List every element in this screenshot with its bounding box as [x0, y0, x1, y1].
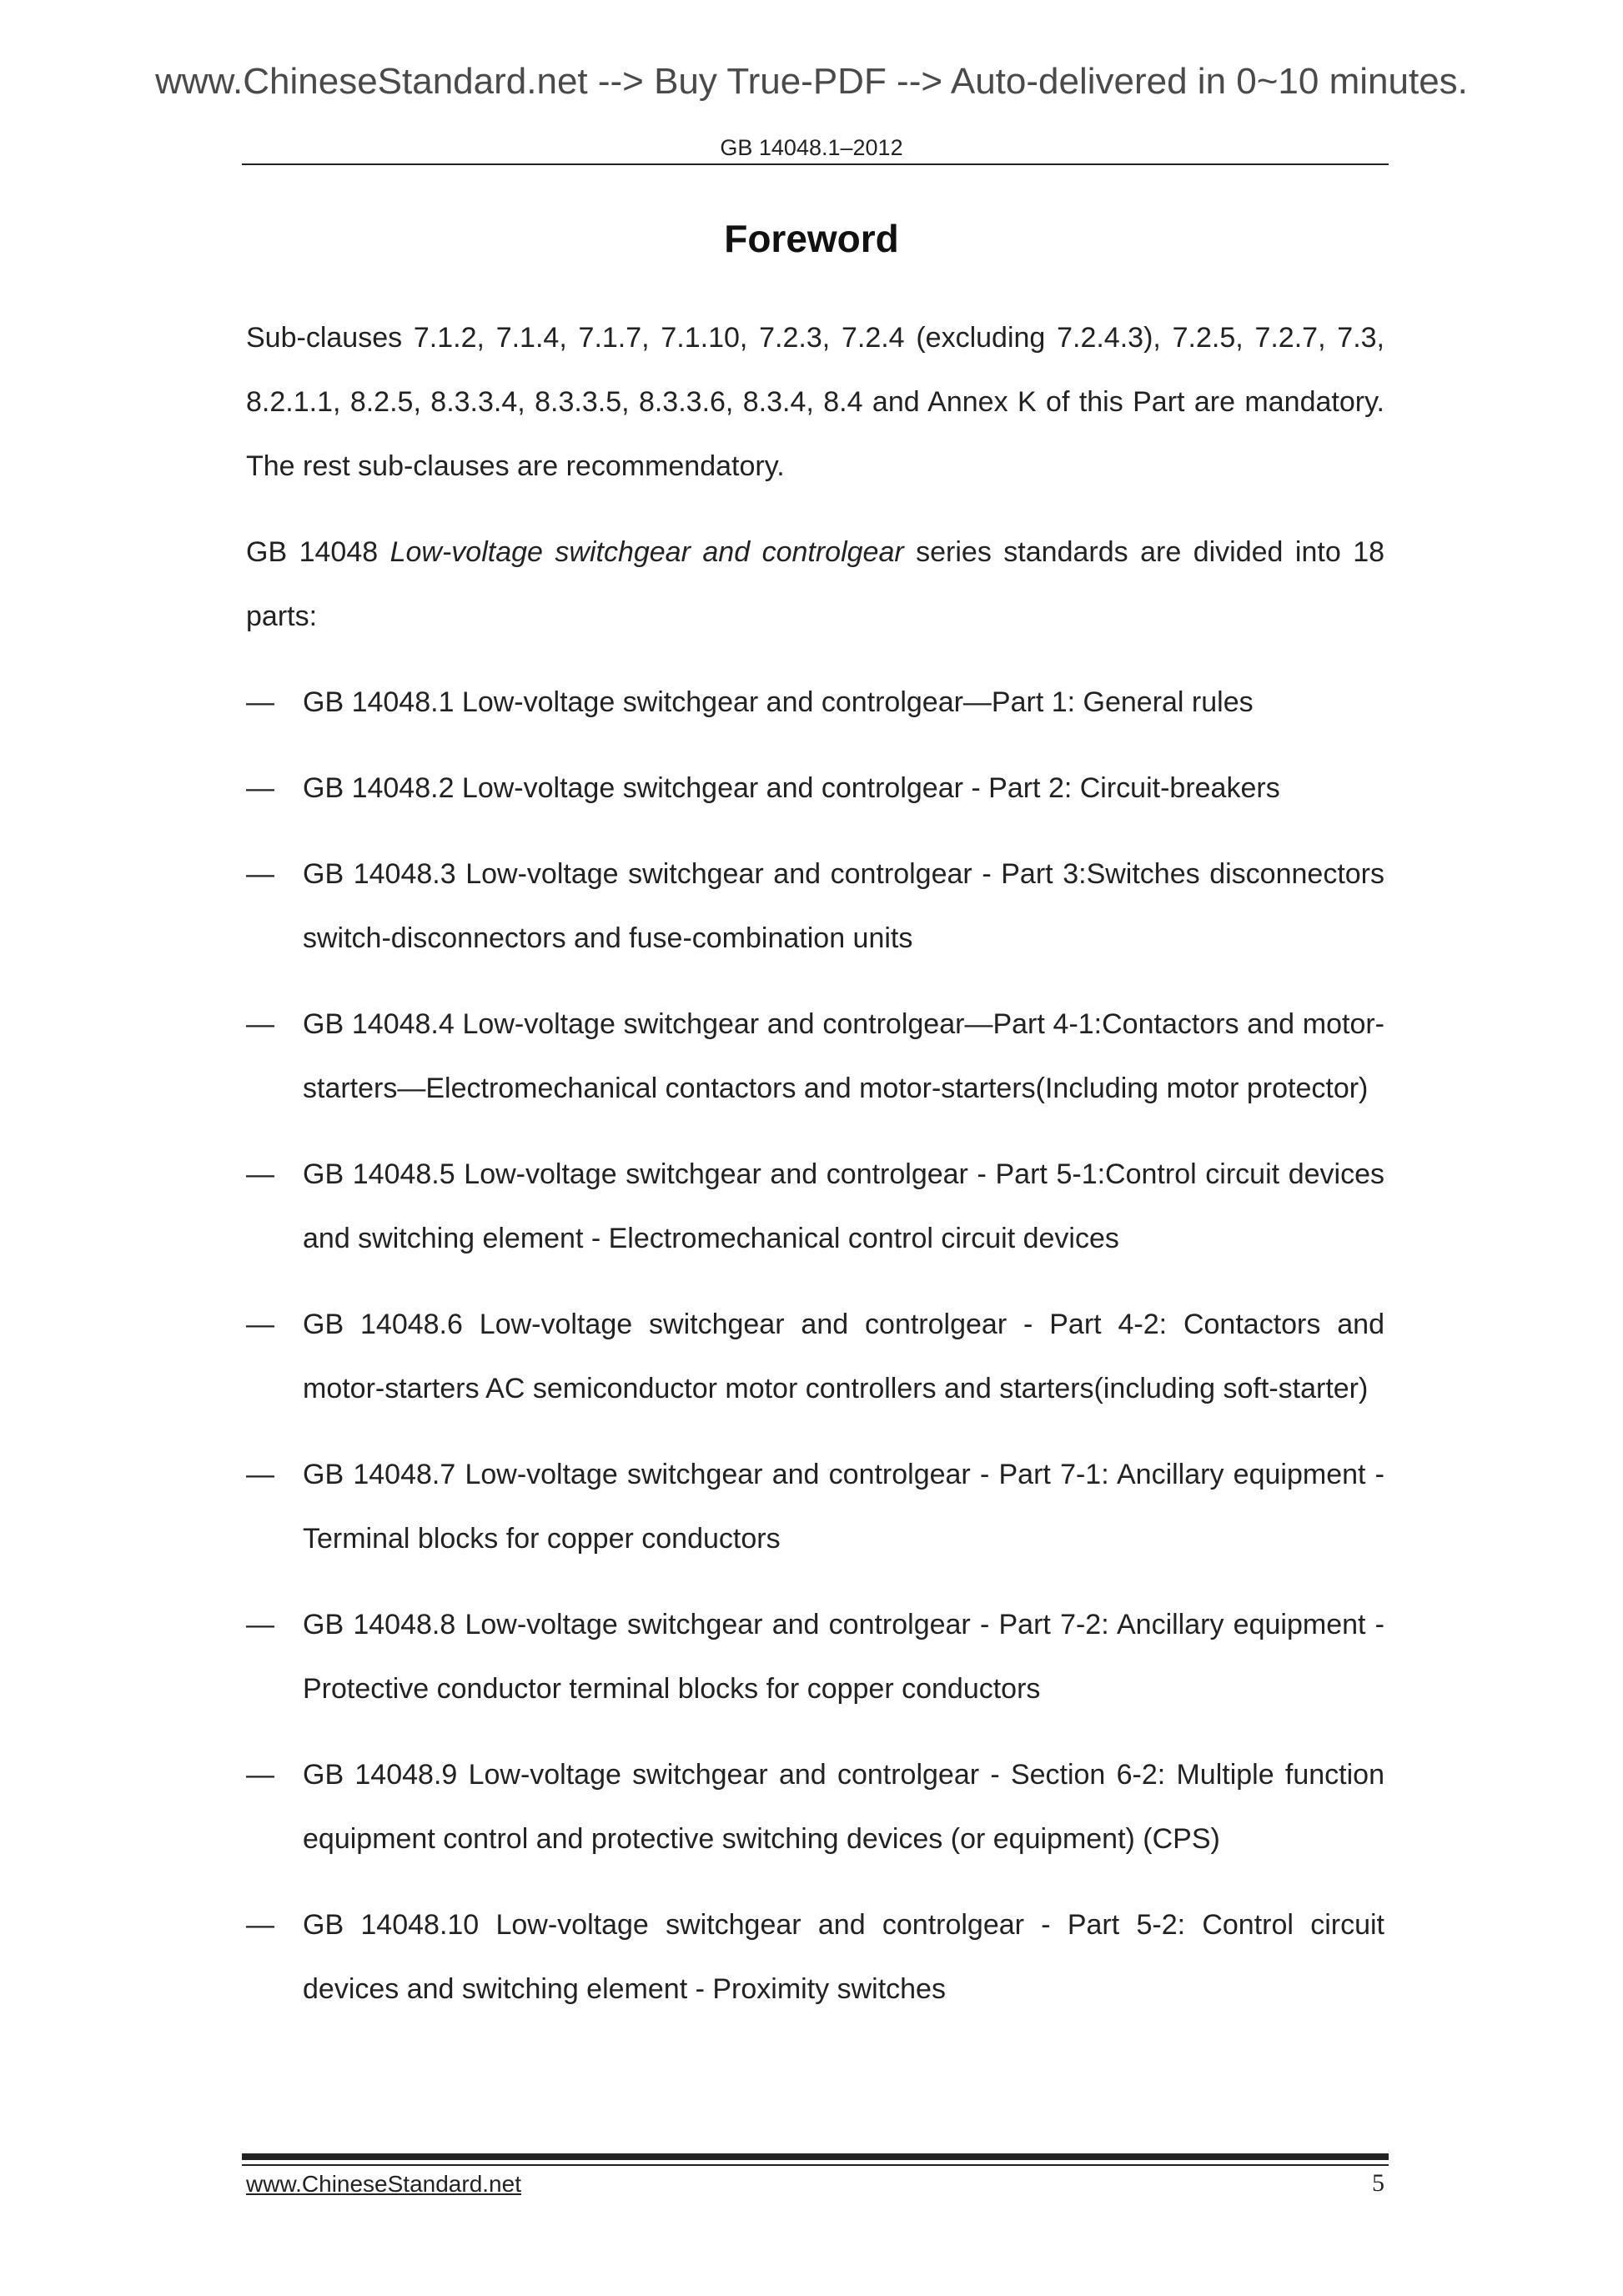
list-item [246, 756, 1384, 821]
list-item-text: GB 14048.3 Low-voltage switchgear and controlgear - Part 3:Switches disconnectors switch-disconnectors and fuse-combination units [303, 858, 1384, 954]
list-item-text: GB 14048.4 Low-voltage switchgear and controlgear—Part 4-1:Contactors and motor-starters—Electromechanical contactors and motor-starters(Including motor protector) [303, 1008, 1384, 1104]
footer-rule-thin [242, 2164, 1389, 2166]
list-item-text: GB 14048.7 Low-voltage switchgear and controlgear - Part 7-1: Ancillary equipment - Terminal blocks for copper conductors [303, 1459, 1384, 1555]
list-item [246, 1743, 1384, 1871]
series-intro-prefix: GB 14048 [246, 536, 390, 568]
list-item [246, 1443, 1384, 1571]
list-dash: — [246, 1459, 274, 1490]
list-dash: — [246, 1309, 274, 1340]
header-banner: www.ChineseStandard.net --> Buy True-PDF --> Auto-delivered in 0~10 minutes. [155, 61, 1468, 102]
list-dash: — [246, 1158, 274, 1190]
list-item-text: GB 14048.9 Low-voltage switchgear and controlgear - Section 6-2: Multiple function equipment control and protective switching devices (or equipment) (CPS) [303, 1759, 1384, 1855]
header-rule [242, 163, 1389, 165]
document-body [246, 306, 1384, 2022]
list-dash: — [246, 1759, 274, 1791]
list-item-text: GB 14048.8 Low-voltage switchgear and controlgear - Part 7-2: Ancillary equipment - Protective conductor terminal blocks for copper conductors [303, 1609, 1384, 1705]
list-item-text: GB 14048.6 Low-voltage switchgear and controlgear - Part 4-2: Contactors and motor-starters AC semiconductor motor controllers and starters(including soft-starter) [303, 1309, 1384, 1404]
list-dash: — [246, 1609, 274, 1640]
series-intro-suffix: series standards are divided into 18 parts: [246, 536, 1385, 632]
list-item [246, 842, 1384, 971]
list-item [246, 992, 1384, 1121]
list-dash: — [246, 1008, 274, 1040]
series-intro-paragraph [246, 520, 1384, 649]
list-dash: — [246, 686, 274, 718]
list-dash: — [246, 1909, 274, 1941]
series-title: Low-voltage switchgear and controlgear [389, 536, 904, 568]
list-item-text: GB 14048.1 Low-voltage switchgear and controlgear—Part 1: General rules [303, 686, 1254, 718]
list-item [246, 671, 1384, 735]
list-item [246, 1593, 1384, 1721]
list-item-text: GB 14048.5 Low-voltage switchgear and controlgear - Part 5-1:Control circuit devices and switching element - Electromechanical control circuit devices [303, 1158, 1384, 1254]
list-item [246, 1293, 1384, 1421]
list-dash: — [246, 772, 274, 804]
list-item [246, 1893, 1384, 2022]
mandatory-clauses-paragraph: Sub-clauses 7.1.2, 7.1.4, 7.1.7, 7.1.10, 7.2.3, 7.2.4 (excluding 7.2.4.3), 7.2.5, 7.2.7, 7.3, 8.2.1.1, 8.2.5, 8.3.3.4, 8.3.3.5, 8.3.3.6, 8.3.4, 8.4 and Annex K of this Part are mandatory. The rest sub-clauses are recommendatory. [246, 322, 1384, 482]
page-title: Foreword [724, 217, 899, 260]
list-item-text: GB 14048.2 Low-voltage switchgear and controlgear - Part 2: Circuit-breakers [303, 772, 1280, 804]
standard-code: GB 14048.1–2012 [720, 135, 903, 160]
list-item-text: GB 14048.10 Low-voltage switchgear and controlgear - Part 5-2: Control circuit devices and switching element - Proximity switches [303, 1909, 1384, 2005]
footer-website-link[interactable]: www.ChineseStandard.net [246, 2171, 521, 2197]
list-dash: — [246, 858, 274, 890]
footer-rule-thick [242, 2153, 1389, 2160]
list-item [246, 1143, 1384, 1271]
page-number: 5 [1372, 2169, 1384, 2197]
